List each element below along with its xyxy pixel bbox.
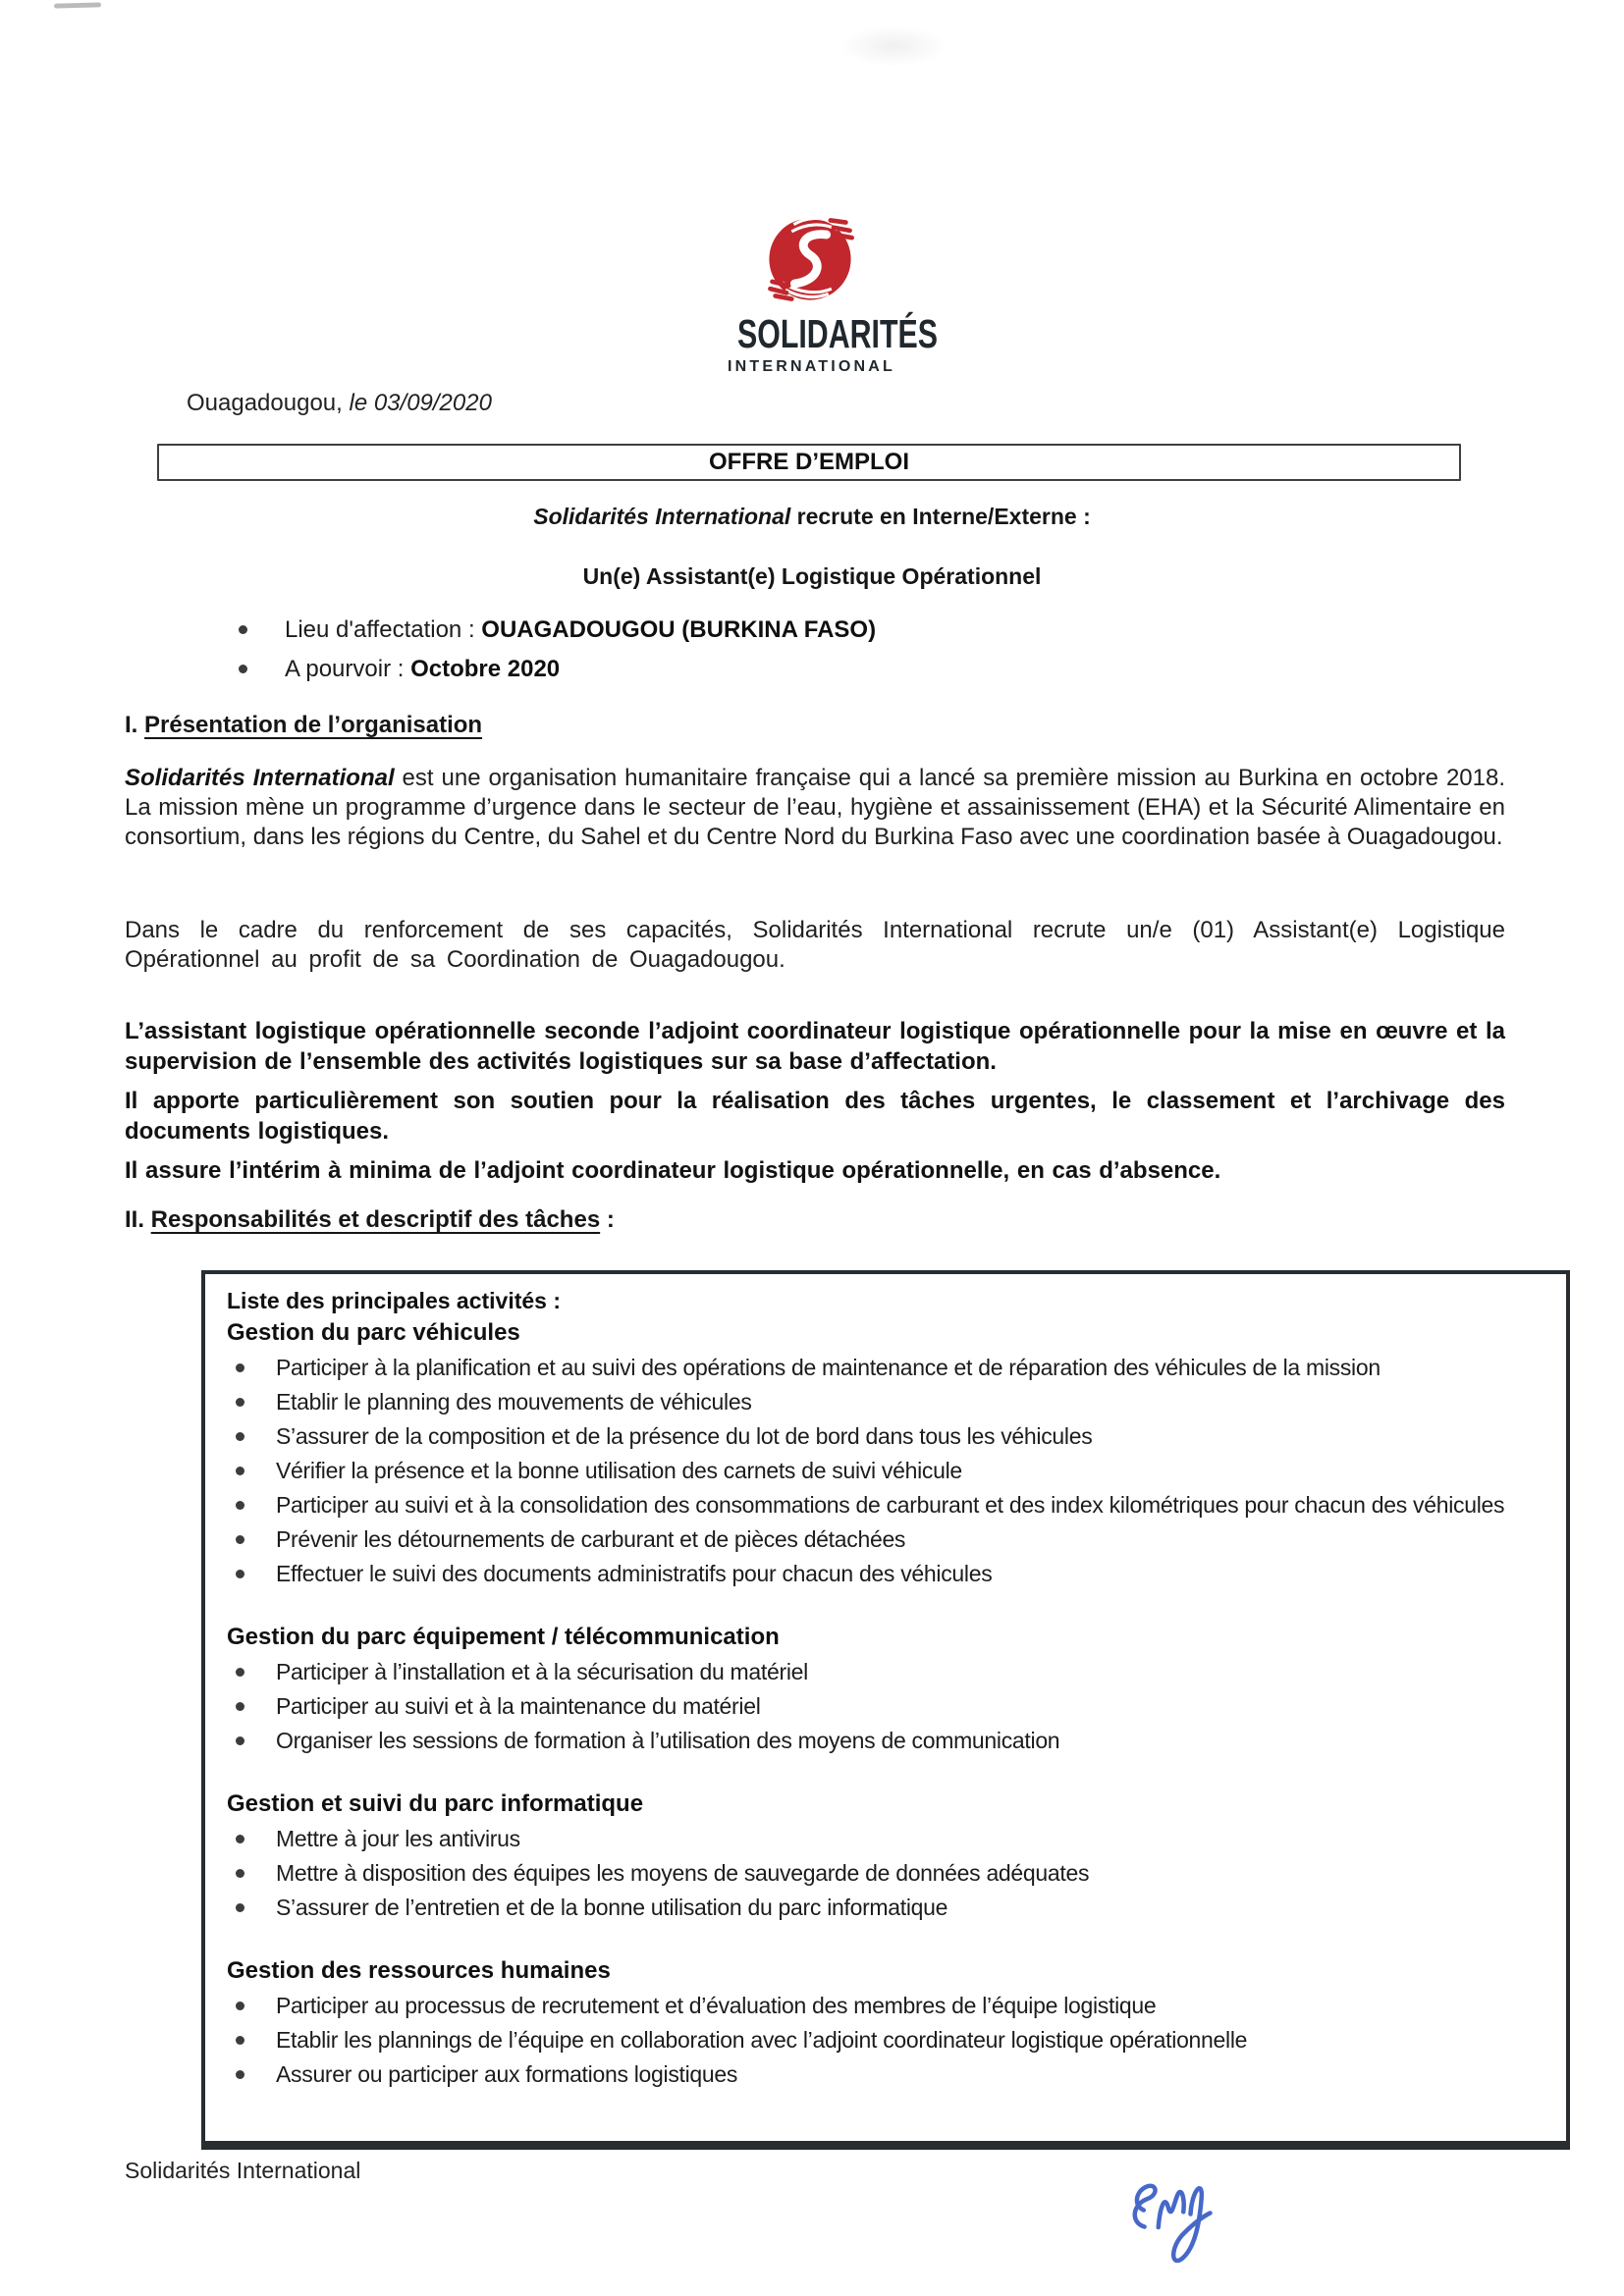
- bullet-icon: [236, 1869, 244, 1878]
- heading-title: Responsabilités et descriptif des tâches: [150, 1206, 601, 1233]
- ressources-humaines-list: [227, 1989, 1541, 2092]
- logo-sub-text: INTERNATIONAL: [727, 358, 896, 375]
- offer-title-box: [157, 444, 1461, 481]
- date-value: le 03/09/2020: [349, 390, 492, 416]
- item-text: Participer au suivi et à la consolidation des consommations de carburant et des index kilométriques pour chacun des véhicules: [276, 1492, 1505, 1518]
- footer-org-name: Solidarités International: [125, 2158, 361, 2183]
- scan-artifact-smudge: [839, 26, 947, 67]
- list-item: [227, 1488, 1541, 1522]
- bullet-icon: [236, 1702, 244, 1711]
- offer-title: OFFRE D’EMPLOI: [709, 449, 909, 475]
- paragraph-text: est une organisation humanitaire française qui a lancé sa première mission au Burkina en octobre 2018. La mission mène un programme d’urgence dans le secteur de l’eau, hygiène et assainissement (EHA) et la Sécurité Alimentaire en consortium, dans les régions du Centre, du Sahel et du Centre Nord du Burkina Faso avec une coordination basée à Ouagadougou.: [125, 765, 1505, 850]
- paragraph-recruitment: Dans le cadre du renforcement de ses capacités, Solidarités International recrute un/e (01) Assistant(e) Logistique Opérationnel au profit de sa Coordination de Ouagadougou.: [125, 917, 1505, 973]
- list-item: [227, 1385, 1541, 1419]
- bullet-icon: [236, 1570, 244, 1578]
- heading-title: Présentation de l’organisation: [144, 712, 483, 738]
- equipement-list: [227, 1655, 1541, 1758]
- bullet-icon: [236, 1736, 244, 1745]
- section-title-informatique: Gestion et suivi du parc informatique: [227, 1790, 644, 1817]
- signature-ink-icon: [1118, 2150, 1291, 2282]
- item-text: Effectuer le suivi des documents administratifs pour chacun des véhicules: [276, 1561, 993, 1586]
- heading-prefix: I.: [125, 712, 145, 738]
- bullet-icon: [236, 1903, 244, 1912]
- intro-bullet-list: [239, 615, 876, 694]
- item-text: Etablir le planning des mouvements de véhicules: [276, 1389, 752, 1415]
- bullet-icon: [236, 1467, 244, 1475]
- date-line: [187, 390, 492, 417]
- list-item: [227, 1419, 1541, 1454]
- bullet-icon: [236, 2036, 244, 2045]
- item-text: Mettre à jour les antivirus: [276, 1826, 520, 1851]
- heading-suffix: :: [600, 1206, 615, 1233]
- item-text: Organiser les sessions de formation à l’utilisation des moyens de communication: [276, 1728, 1060, 1753]
- activities-box: [201, 1270, 1570, 2150]
- list-item: [227, 1522, 1541, 1557]
- role-interim-paragraph: Il assure l’intérim à minima de l’adjoint coordinateur logistique opérationnelle, en cas d’absence.: [125, 1157, 1221, 1184]
- bullet-icon: [236, 1835, 244, 1843]
- item-text: S’assurer de la composition et de la présence du lot de bord dans tous les véhicules: [276, 1423, 1093, 1449]
- bullet-icon: [236, 1668, 244, 1677]
- bullet-icon: [236, 1363, 244, 1372]
- heading-prefix: II.: [125, 1206, 151, 1233]
- list-item: [227, 1856, 1541, 1891]
- list-item: [227, 1891, 1541, 1925]
- bullet-icon: [236, 1535, 244, 1544]
- list-item: [227, 1689, 1541, 1724]
- bullet-icon: [236, 1398, 244, 1407]
- section-heading-2: [125, 1206, 615, 1234]
- item-text: Participer à la planification et au suivi des opérations de maintenance et de réparation des véhicules de la mission: [276, 1355, 1380, 1380]
- list-item: [239, 615, 876, 645]
- item-text: Vérifier la présence et la bonne utilisation des carnets de suivi véhicule: [276, 1458, 962, 1483]
- role-summary-paragraph: L’assistant logistique opérationnelle seconde l’adjoint coordinateur logistique opérationnelle pour la mise en œuvre et la supervision de l’ensemble des activités logistiques sur sa base d’affectation.: [125, 1018, 1505, 1075]
- informatique-list: [227, 1822, 1541, 1925]
- item-text: Participer au suivi et à la maintenance du matériel: [276, 1693, 761, 1719]
- item-text: Assurer ou participer aux formations logistiques: [276, 2061, 738, 2087]
- bullet-icon: [236, 1432, 244, 1441]
- role-support-paragraph: Il apporte particulièrement son soutien pour la réalisation des tâches urgentes, le classement et l’archivage des documents logistiques.: [125, 1088, 1505, 1145]
- list-item: [239, 655, 876, 684]
- organization-logo: [712, 208, 938, 376]
- recruit-line: [0, 504, 1624, 530]
- vehicules-list: [227, 1351, 1541, 1591]
- list-item: [227, 2057, 1541, 2092]
- section-title-ressources-humaines: Gestion des ressources humaines: [227, 1957, 611, 1984]
- bullet-icon: [239, 625, 247, 634]
- paragraph-presentation: [125, 764, 1505, 852]
- item-text: Mettre à disposition des équipes les moyens de sauvegarde de données adéquates: [276, 1860, 1090, 1886]
- list-item: [227, 1454, 1541, 1488]
- solidarites-logo-icon: [759, 208, 861, 310]
- item-text: Participer au processus de recrutement et d’évaluation des membres de l’équipe logistique: [276, 1993, 1157, 2018]
- list-item: [227, 2023, 1541, 2057]
- list-item: [227, 1822, 1541, 1856]
- signature: [1118, 2150, 1292, 2287]
- bullet-label: Lieu d'affectation :: [285, 616, 482, 643]
- item-text: Prévenir les détournements de carburant et de pièces détachées: [276, 1526, 906, 1552]
- bullet-value: Octobre 2020: [410, 656, 561, 682]
- city-label: Ouagadougou,: [187, 390, 350, 416]
- logo-brand-text: SOLIDARITÉS: [737, 311, 938, 356]
- list-item: [227, 1655, 1541, 1689]
- section-heading-1: [125, 712, 482, 739]
- recruit-text: recrute en Interne/Externe :: [790, 504, 1091, 529]
- org-name: Solidarités International: [533, 504, 791, 529]
- bullet-icon: [236, 1501, 244, 1510]
- list-item: [227, 1724, 1541, 1758]
- bullet-value: OUAGADOUGOU (BURKINA FASO): [481, 616, 877, 643]
- scan-artifact-dash: [54, 2, 101, 8]
- bullet-icon: [236, 2070, 244, 2079]
- bullet-icon: [236, 2002, 244, 2010]
- list-item: [227, 1351, 1541, 1385]
- item-text: Participer à l’installation et à la sécurisation du matériel: [276, 1659, 808, 1684]
- list-item: [227, 1557, 1541, 1591]
- item-text: S’assurer de l’entretien et de la bonne utilisation du parc informatique: [276, 1895, 948, 1920]
- section-title-equipement: Gestion du parc équipement / télécommunication: [227, 1624, 780, 1650]
- bullet-label: A pourvoir :: [285, 656, 411, 682]
- activities-list-title: Liste des principales activités :: [227, 1288, 562, 1313]
- job-title: Un(e) Assistant(e) Logistique Opérationnel: [582, 563, 1042, 589]
- item-text: Etablir les plannings de l’équipe en collaboration avec l’adjoint coordinateur logistique opérationnelle: [276, 2027, 1248, 2053]
- org-name-lead: Solidarités International: [125, 765, 395, 791]
- role-summary-block: [125, 1017, 1505, 1187]
- section-title-parc-vehicules: Gestion du parc véhicules: [227, 1319, 520, 1346]
- bullet-icon: [239, 665, 247, 673]
- list-item: [227, 1989, 1541, 2023]
